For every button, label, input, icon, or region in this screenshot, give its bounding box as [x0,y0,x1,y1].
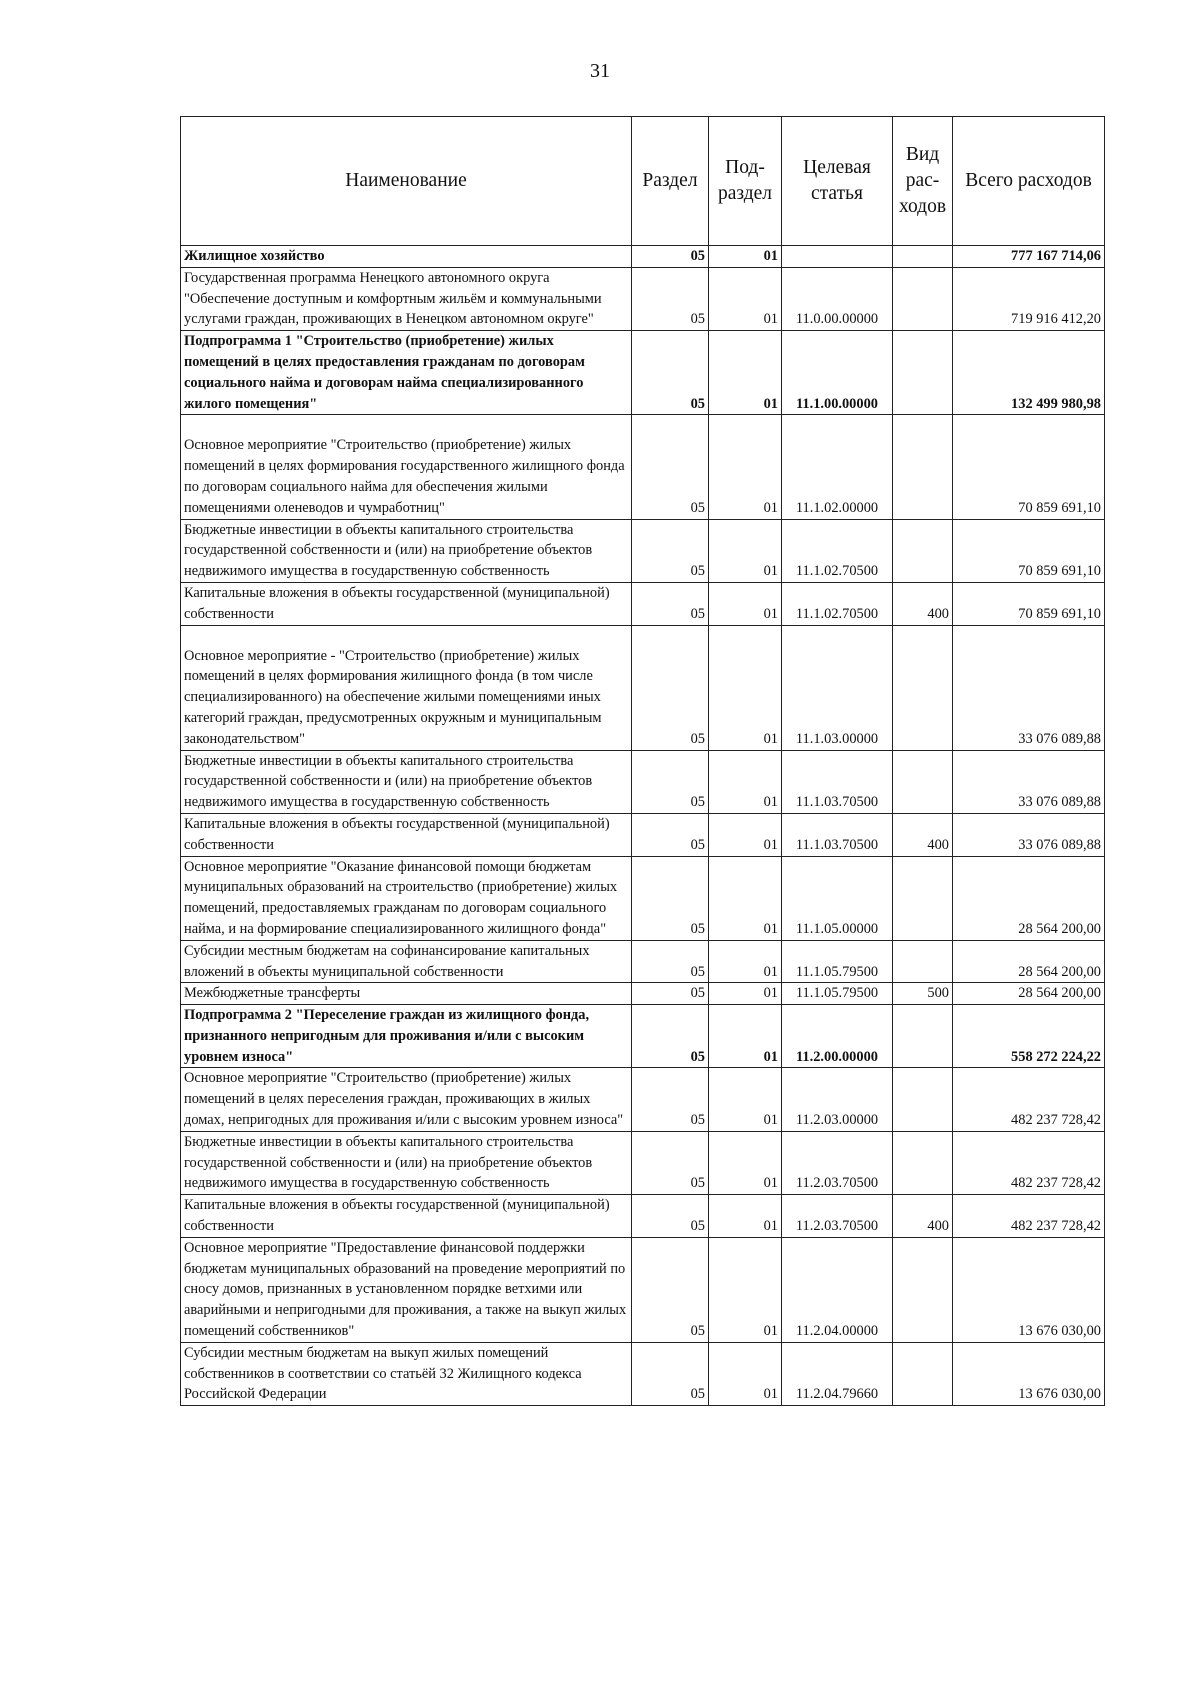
cell-name: Подпрограмма 2 "Переселение граждан из жилищного фонда, признанного непригодным для проживания и/или с высоким уровнем износа" [181,1005,632,1068]
header-name: Наименование [181,117,632,246]
cell-podrazdel: 01 [709,267,782,330]
cell-vid [893,750,953,813]
table-row [181,625,1105,750]
cell-razdel: 05 [632,519,709,582]
table-row [181,1068,1105,1131]
cell-name: Субсидии местным бюджетам на выкуп жилых помещений собственников в соответствии со статьёй 32 Жилищного кодекса Российской Федерации [181,1342,632,1405]
table-body [181,246,1105,1406]
header-statya: Целевая статья [782,117,893,246]
cell-podrazdel: 01 [709,415,782,519]
cell-razdel: 05 [632,267,709,330]
cell-razdel: 05 [632,1342,709,1405]
cell-vid [893,519,953,582]
table-row [181,1195,1105,1238]
cell-total: 33 076 089,88 [953,813,1105,856]
cell-name: Капитальные вложения в объекты государственной (муниципальной) собственности [181,1195,632,1238]
cell-podrazdel: 01 [709,331,782,415]
cell-vid [893,246,953,268]
cell-podrazdel: 01 [709,1195,782,1238]
table-row [181,856,1105,940]
cell-total: 482 237 728,42 [953,1068,1105,1131]
cell-statya: 11.1.00.00000 [782,331,893,415]
cell-statya: 11.1.05.79500 [782,983,893,1005]
table-row [181,750,1105,813]
cell-statya: 11.1.02.70500 [782,519,893,582]
cell-razdel: 05 [632,940,709,983]
cell-statya: 11.1.02.00000 [782,415,893,519]
cell-vid [893,1237,953,1342]
cell-name: Подпрограмма 1 "Строительство (приобретение) жилых помещений в целях предоставления гражданам по договорам социального найма и договорам найма специализированного жилого помещения" [181,331,632,415]
table-row [181,1131,1105,1194]
cell-vid [893,1068,953,1131]
cell-razdel: 05 [632,750,709,813]
cell-podrazdel: 01 [709,940,782,983]
cell-total: 13 676 030,00 [953,1237,1105,1342]
cell-vid [893,625,953,750]
cell-total: 70 859 691,10 [953,415,1105,519]
table-row [181,582,1105,625]
cell-total: 28 564 200,00 [953,940,1105,983]
cell-total: 482 237 728,42 [953,1195,1105,1238]
page-number: 31 [590,60,610,82]
cell-podrazdel: 01 [709,246,782,268]
cell-statya: 11.1.03.00000 [782,625,893,750]
cell-name: Основное мероприятие "Предоставление финансовой поддержки бюджетам муниципальных образований на проведение мероприятий по сносу домов, признанных в установленном порядке ветхими или аварийными и непригодными для проживания, а также на выкуп жилых помещений собственников" [181,1237,632,1342]
cell-total: 28 564 200,00 [953,856,1105,940]
cell-vid [893,415,953,519]
cell-podrazdel: 01 [709,519,782,582]
cell-razdel: 05 [632,1131,709,1194]
cell-name: Капитальные вложения в объекты государственной (муниципальной) собственности [181,582,632,625]
cell-vid [893,267,953,330]
cell-podrazdel: 01 [709,625,782,750]
cell-total: 482 237 728,42 [953,1131,1105,1194]
cell-razdel: 05 [632,246,709,268]
cell-razdel: 05 [632,582,709,625]
cell-razdel: 05 [632,983,709,1005]
cell-podrazdel: 01 [709,1131,782,1194]
cell-name: Бюджетные инвестиции в объекты капитального строительства государственной собственности и (или) на приобретение объектов недвижимого имущества в государственную собственность [181,750,632,813]
table-row [181,940,1105,983]
cell-name: Субсидии местным бюджетам на софинансирование капитальных вложений в объекты муниципальной собственности [181,940,632,983]
cell-vid [893,1131,953,1194]
cell-podrazdel: 01 [709,856,782,940]
cell-total: 33 076 089,88 [953,625,1105,750]
cell-vid [893,940,953,983]
cell-statya: 11.1.05.79500 [782,940,893,983]
cell-name: Основное мероприятие "Строительство (приобретение) жилых помещений в целях формирования государственного жилищного фонда по договорам социального найма для обеспечения жилыми помещениями оленеводов и чумработниц" [181,415,632,519]
cell-vid: 500 [893,983,953,1005]
cell-total: 719 916 412,20 [953,267,1105,330]
table-row [181,983,1105,1005]
cell-total: 558 272 224,22 [953,1005,1105,1068]
cell-statya: 11.2.00.00000 [782,1005,893,1068]
cell-vid: 400 [893,813,953,856]
cell-name: Основное мероприятие "Оказание финансовой помощи бюджетам муниципальных образований на строительство (приобретение) жилых помещений, предоставляемых гражданам по договорам социального найма, и на формирование специализированного жилищного фонда" [181,856,632,940]
table-header-row [181,117,1105,246]
cell-statya: 11.1.02.70500 [782,582,893,625]
cell-razdel: 05 [632,1237,709,1342]
table-row [181,1342,1105,1405]
cell-podrazdel: 01 [709,813,782,856]
table-row [181,813,1105,856]
table-row [181,1005,1105,1068]
cell-total: 777 167 714,06 [953,246,1105,268]
header-total: Всего расходов [953,117,1105,246]
cell-total: 13 676 030,00 [953,1342,1105,1405]
cell-statya: 11.2.04.79660 [782,1342,893,1405]
cell-total: 33 076 089,88 [953,750,1105,813]
header-razdel: Раздел [632,117,709,246]
cell-podrazdel: 01 [709,983,782,1005]
cell-podrazdel: 01 [709,582,782,625]
cell-name: Основное мероприятие "Строительство (приобретение) жилых помещений в целях переселения граждан, проживающих в жилых домах, непригодных для проживания и/или с высоким уровнем износа" [181,1068,632,1131]
cell-statya: 11.0.00.00000 [782,267,893,330]
cell-vid [893,856,953,940]
cell-statya: 11.1.05.00000 [782,856,893,940]
table-row [181,415,1105,519]
cell-total: 132 499 980,98 [953,331,1105,415]
table-row [181,267,1105,330]
cell-name: Межбюджетные трансферты [181,983,632,1005]
cell-vid [893,331,953,415]
cell-name: Бюджетные инвестиции в объекты капитального строительства государственной собственности и (или) на приобретение объектов недвижимого имущества в государственную собственность [181,1131,632,1194]
cell-razdel: 05 [632,856,709,940]
cell-name: Жилищное хозяйство [181,246,632,268]
cell-name: Капитальные вложения в объекты государственной (муниципальной) собственности [181,813,632,856]
table-row [181,246,1105,268]
header-vid: Вид рас- ходов [893,117,953,246]
cell-total: 70 859 691,10 [953,582,1105,625]
cell-podrazdel: 01 [709,1237,782,1342]
cell-podrazdel: 01 [709,1068,782,1131]
cell-razdel: 05 [632,1005,709,1068]
cell-razdel: 05 [632,625,709,750]
cell-statya: 11.1.03.70500 [782,750,893,813]
cell-razdel: 05 [632,331,709,415]
table-row [181,331,1105,415]
header-podrazdel: Под- раздел [709,117,782,246]
cell-podrazdel: 01 [709,750,782,813]
cell-vid [893,1342,953,1405]
cell-statya: 11.2.04.00000 [782,1237,893,1342]
table-row [181,519,1105,582]
cell-total: 28 564 200,00 [953,983,1105,1005]
cell-razdel: 05 [632,813,709,856]
cell-razdel: 05 [632,1195,709,1238]
cell-total: 70 859 691,10 [953,519,1105,582]
table-row [181,1237,1105,1342]
cell-vid [893,1005,953,1068]
cell-name: Бюджетные инвестиции в объекты капитального строительства государственной собственности и (или) на приобретение объектов недвижимого имущества в государственную собственность [181,519,632,582]
cell-razdel: 05 [632,415,709,519]
cell-statya: 11.2.03.70500 [782,1131,893,1194]
cell-vid: 400 [893,582,953,625]
cell-vid: 400 [893,1195,953,1238]
cell-name: Основное мероприятие - "Строительство (приобретение) жилых помещений в целях формирования жилищного фонда (в том числе специализированного) на обеспечение жилыми помещениями иных категорий граждан, предусмотренных окружным и муниципальным законодательством" [181,625,632,750]
cell-razdel: 05 [632,1068,709,1131]
cell-statya: 11.2.03.00000 [782,1068,893,1131]
cell-podrazdel: 01 [709,1005,782,1068]
budget-table [180,116,1105,1406]
cell-name: Государственная программа Ненецкого автономного округа "Обеспечение доступным и комфортным жильём и коммунальными услугами граждан, проживающих в Ненецком автономном округе" [181,267,632,330]
cell-statya [782,246,893,268]
cell-statya: 11.2.03.70500 [782,1195,893,1238]
cell-statya: 11.1.03.70500 [782,813,893,856]
cell-podrazdel: 01 [709,1342,782,1405]
